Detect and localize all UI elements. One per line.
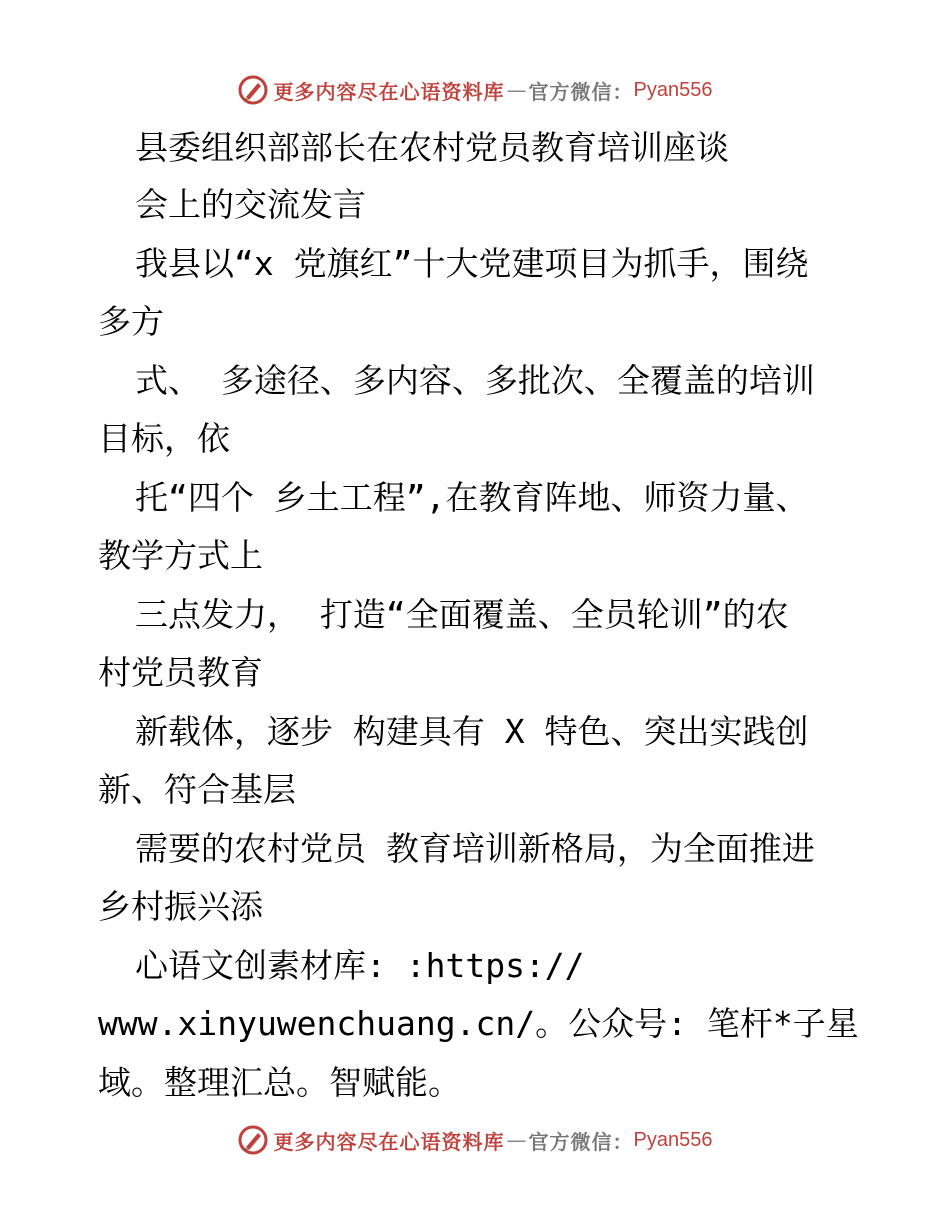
paragraph-line: 多方 [98, 302, 164, 341]
footer-separator: — [506, 1128, 527, 1152]
footer-wechat-label: 官方微信： [528, 1129, 634, 1154]
footer-banner [0, 1120, 950, 1160]
paragraph-line: 三点发力， 打造“全面覆盖、全员轮训”的农 [135, 595, 789, 634]
paragraph-line: 域。整理汇总。智赋能。 [98, 1063, 461, 1102]
paragraph-line: 我县以“x 党旗红”十大党建项目为抓手，围绕 [135, 244, 809, 283]
pen-logo-icon [238, 75, 268, 105]
header-separator: — [506, 78, 527, 102]
paragraph-line: 需要的农村党员 教育培训新格局，为全面推进 [135, 829, 815, 868]
paragraph-line: 乡村振兴添 [98, 887, 263, 926]
paragraph-line: 目标，依 [98, 419, 230, 458]
footer-wechat-id: Pyan556 [633, 1128, 713, 1151]
footer-site-name: 更多内容尽在心语资料库 [273, 1129, 505, 1154]
paragraph-line: www.xinyuwenchuang.cn/。公众号: 笔杆*子星 [98, 1004, 859, 1043]
header-wechat-id: Pyan556 [633, 78, 713, 101]
paragraph-line: 心语文创素材库: :https:// [135, 946, 585, 985]
title-line-1: 县委组织部部长在农村党员教育培训座谈 [135, 128, 729, 167]
paragraph-line: 托“四个 乡土工程”,在教育阵地、师资力量、 [135, 478, 809, 517]
title-line-2: 会上的交流发言 [135, 185, 366, 224]
header-site-name: 更多内容尽在心语资料库 [273, 79, 505, 104]
header-banner [0, 70, 950, 110]
paragraph-line: 新载体，逐步 构建具有 X 特色、突出实践创 [135, 712, 809, 751]
paragraph-line: 教学方式上 [98, 536, 263, 575]
header-wechat-label: 官方微信： [528, 79, 634, 104]
paragraph-line: 村党员教育 [98, 653, 263, 692]
paragraph-line: 新、符合基层 [98, 770, 296, 809]
paragraph-line: 式、 多途径、多内容、多批次、全覆盖的培训 [135, 361, 815, 400]
pen-logo-icon [238, 1125, 268, 1155]
